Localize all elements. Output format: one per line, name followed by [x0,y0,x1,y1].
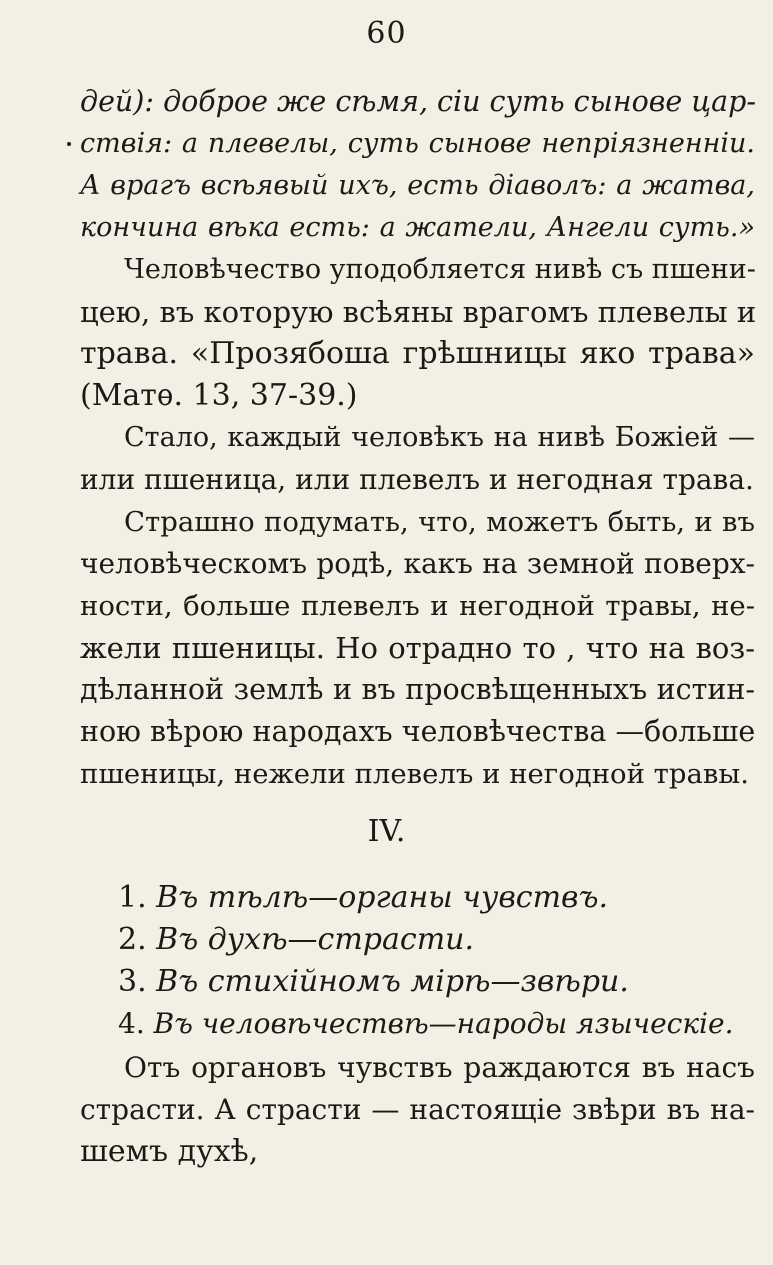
list-item-number: 3. [118,964,147,999]
text-line: дей): доброе же сѣмя, сіи суть сынове цар- [80,85,757,118]
text-line: Отъ органовъ чувствъ раждаются въ насъ [124,1051,755,1084]
list-item-number: 2. [118,922,147,957]
list-item [118,920,738,960]
list-item [118,962,738,1002]
text-line: дѣланной землѣ и въ просвѣщенныхъ истин- [80,673,755,706]
text-line: кончина вѣка есть: а жатели, Ангели суть.» [80,212,755,243]
text-line: ною вѣрою народахъ человѣчества —больше [80,715,756,748]
text-line: Страшно подумать, что, можетъ быть, и въ [124,506,755,538]
ink-speck [67,142,71,146]
page-number: 60 [366,16,407,51]
section-heading: IV. [367,814,406,849]
text-line: или пшеница, или плевелъ и негодная трава. [80,463,754,496]
text-line: страсти. А страсти — настоящіе звѣри въ на- [80,1093,755,1126]
text-line: жели пшеницы. Но отрадно то , что на воз- [80,631,755,665]
list-item-number: 4. [118,1007,145,1040]
text-line: ности, больше плевелъ и негодной травы, не- [80,590,755,622]
list-item-number: 1. [118,880,147,915]
text-line: (Матѳ. 13, 37-39.) [80,378,358,413]
list-item-text: Въ стихійномъ мірѣ—звѣри. [156,964,629,999]
text-line: трава. «Прозябоша грѣшницы яко трава» [80,336,755,371]
text-line: шемъ духѣ, [80,1134,259,1169]
text-line: пшеницы, нежели плевелъ и негодной травы. [80,758,749,790]
list-item [118,1004,738,1044]
list-item-text: Въ духѣ—страсти. [156,922,474,957]
list-item [118,878,738,918]
text-line: цею, въ которую всѣяны врагомъ плевелы и [80,295,757,329]
text-line: А врагъ всѣявый ихъ, есть діаволъ: а жатва, [80,170,755,201]
text-line: ствія: а плевелы, суть сынове непріязненніи. [80,128,755,159]
text-line: человѣческомъ родѣ, какъ на земной поверх- [80,547,755,580]
text-line: Стало, каждый человѣкъ на нивѣ Божіей — [124,422,755,453]
text-line: Человѣчество уподобляется нивѣ съ пшени- [124,254,756,285]
list-item-text: Въ человѣчествѣ—народы языческіе. [153,1007,734,1040]
list-item-text: Въ тѣлѣ—органы чувствъ. [156,880,609,915]
